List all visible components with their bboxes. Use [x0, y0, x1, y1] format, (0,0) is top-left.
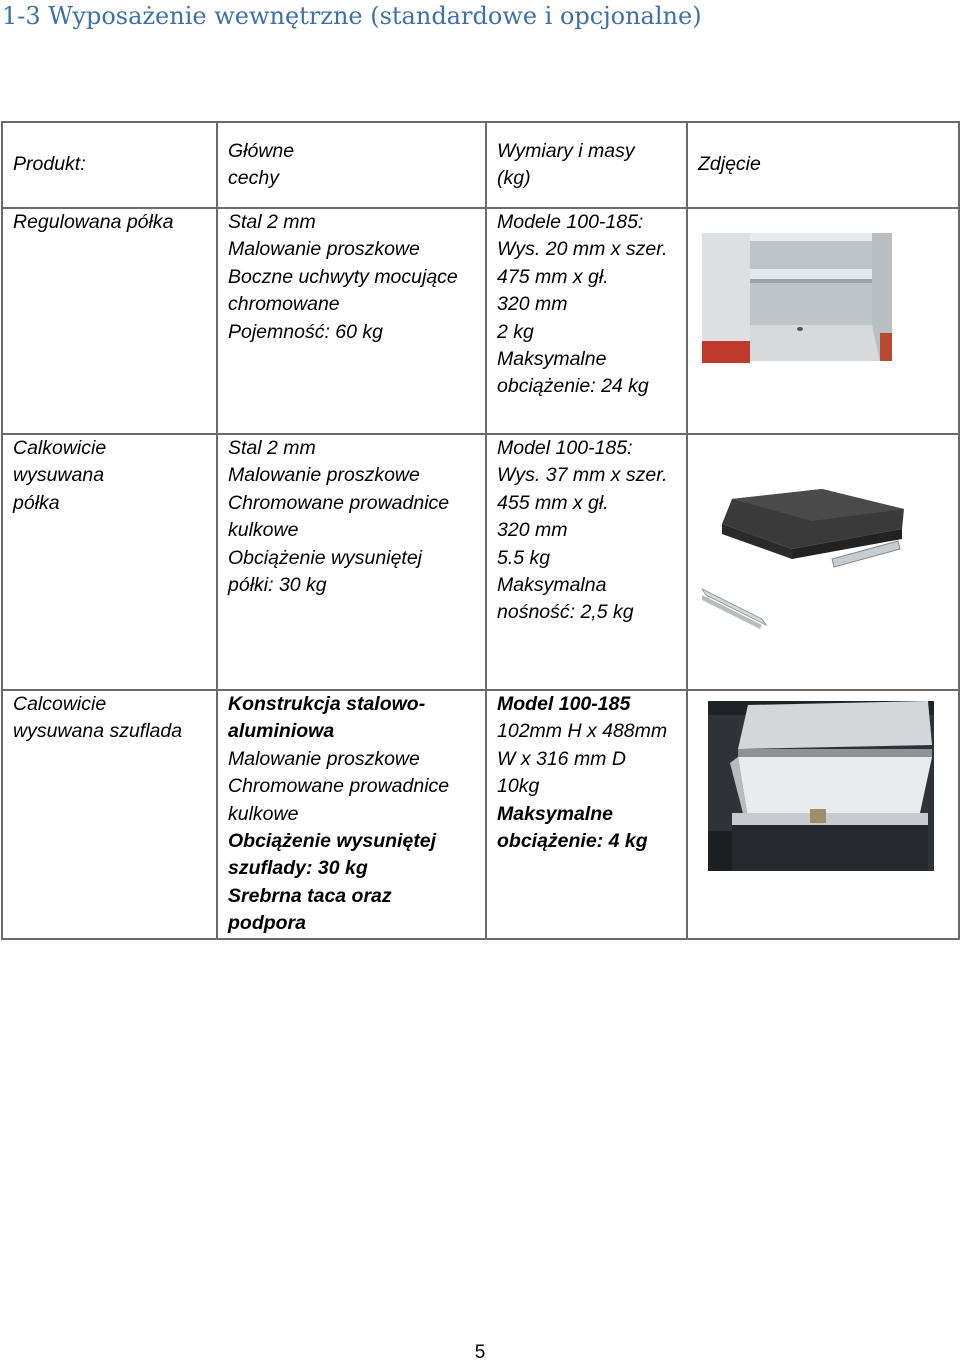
table-header-row: [2, 122, 959, 208]
product-name: Regulowana półka: [13, 211, 174, 233]
pullout-shelf-photo: [702, 479, 912, 629]
equipment-table: [1, 121, 960, 940]
row-dimensions-cell: Modele 100-185: Wys. 20 mm x szer. 475 mm x gł. 320 mm 2 kg Maksymalne obciążenie: 24 kg: [486, 208, 687, 434]
row-dimensions-cell: Model 100-185 102mm H x 488mm W x 316 mm D 10kg Maksymalne obciążenie: 4 kg: [486, 690, 687, 939]
row-product-cell: [2, 208, 217, 434]
row-photo-cell: [687, 434, 959, 690]
pullout-drawer-photo: [708, 701, 934, 871]
row-photo-cell: [687, 208, 959, 434]
header-features: Główne cechy: [217, 122, 486, 208]
header-dimensions: Wymiary i masy (kg): [486, 122, 687, 208]
row-features-cell: Stal 2 mm Malowanie proszkowe Boczne uchwyty mocujące chromowane Pojemność: 60 kg: [217, 208, 486, 434]
row-photo-cell: [687, 690, 959, 939]
page-title: 1-3 Wyposażenie wewnętrzne (standardowe i opcjonalne): [2, 2, 702, 30]
row-product-cell: Calkowicie wysuwana półka: [2, 434, 217, 690]
table-row: [2, 690, 959, 939]
page-number: 5: [474, 1342, 486, 1363]
row-features-cell: Stal 2 mm Malowanie proszkowe Chromowane prowadnice kulkowe Obciążenie wysuniętej półki: 30 kg: [217, 434, 486, 690]
row-product-cell: Calcowicie wysuwana szuflada: [2, 690, 217, 939]
adjustable-shelf-photo: [702, 233, 892, 363]
table-row: [2, 434, 959, 690]
row-dimensions-cell: Model 100-185: Wys. 37 mm x szer. 455 mm x gł. 320 mm 5.5 kg Maksymalna nośność: 2,5 kg: [486, 434, 687, 690]
header-product: Produkt:: [2, 122, 217, 208]
header-photo: Zdjęcie: [687, 122, 959, 208]
row-features-cell: Konstrukcja stalowo- aluminiowa Malowanie proszkowe Chromowane prowadnice kulkowe Obciążenie wysuniętej szuflady: 30 kg Srebrna taca oraz podpora: [217, 690, 486, 939]
table-row: [2, 208, 959, 434]
